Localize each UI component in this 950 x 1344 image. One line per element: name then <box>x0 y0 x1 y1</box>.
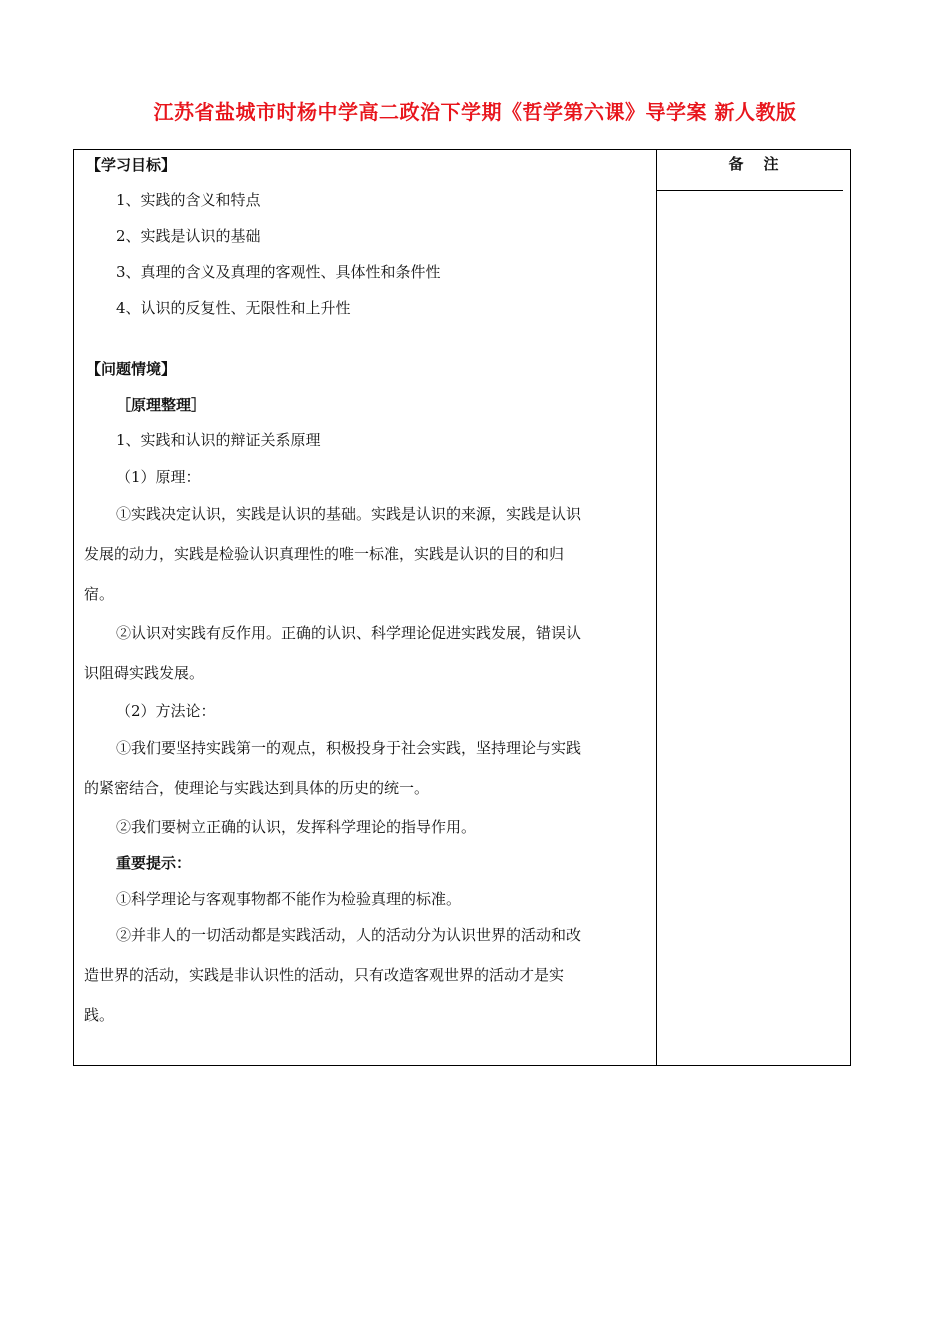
paragraph-line: ①我们要坚持实践第一的观点，积极投身于社会实践，坚持理论与实践 <box>116 739 582 757</box>
paragraph-line: 识阻碍实践发展。 <box>84 664 205 682</box>
notes-header-rule <box>657 190 843 191</box>
objective-item: 2、实践是认识的基础 <box>116 227 261 245</box>
subheading-method: （2）方法论： <box>116 702 216 720</box>
paragraph-line: ①科学理论与客观事物都不能作为检验真理的标准。 <box>116 890 462 908</box>
paragraph-line: 践。 <box>84 1006 115 1024</box>
item-heading: 1、实践和认识的辩证关系原理 <box>116 431 321 449</box>
objective-item: 4、认识的反复性、无限性和上升性 <box>116 299 351 317</box>
study-table <box>73 149 851 1066</box>
paragraph-line: ②并非人的一切活动都是实践活动，人的活动分为认识世界的活动和改 <box>116 926 582 944</box>
notes-header: 备注 <box>728 155 799 173</box>
column-divider <box>656 150 657 1065</box>
objectives-heading: 【学习目标】 <box>86 156 177 174</box>
paragraph-line: 的紧密结合，使理论与实践达到具体的历史的统一。 <box>84 779 430 797</box>
page-title: 江苏省盐城市时杨中学高二政治下学期《哲学第六课》导学案 新人教版 <box>153 100 797 124</box>
tips-heading: 重要提示： <box>116 854 192 872</box>
situation-heading: 【问题情境】 <box>86 360 177 378</box>
paragraph-line: 造世界的活动，实践是非认识性的活动，只有改造客观世界的活动才是实 <box>84 966 565 984</box>
principle-heading: ［原理整理］ <box>116 396 207 414</box>
objective-item: 1、实践的含义和特点 <box>116 191 261 209</box>
paragraph-line: ②认识对实践有反作用。正确的认识、科学理论促进实践发展，错误认 <box>116 624 582 642</box>
subheading-principle: （1）原理： <box>116 468 201 486</box>
paragraph-line: 发展的动力，实践是检验认识真理性的唯一标准，实践是认识的目的和归 <box>84 545 565 563</box>
paragraph-line: ①实践决定认识，实践是认识的基础。实践是认识的来源，实践是认识 <box>116 505 582 523</box>
objective-item: 3、真理的含义及真理的客观性、具体性和条件性 <box>116 263 441 281</box>
paragraph-line: 宿。 <box>84 585 115 603</box>
paragraph-line: ②我们要树立正确的认识，发挥科学理论的指导作用。 <box>116 818 477 836</box>
